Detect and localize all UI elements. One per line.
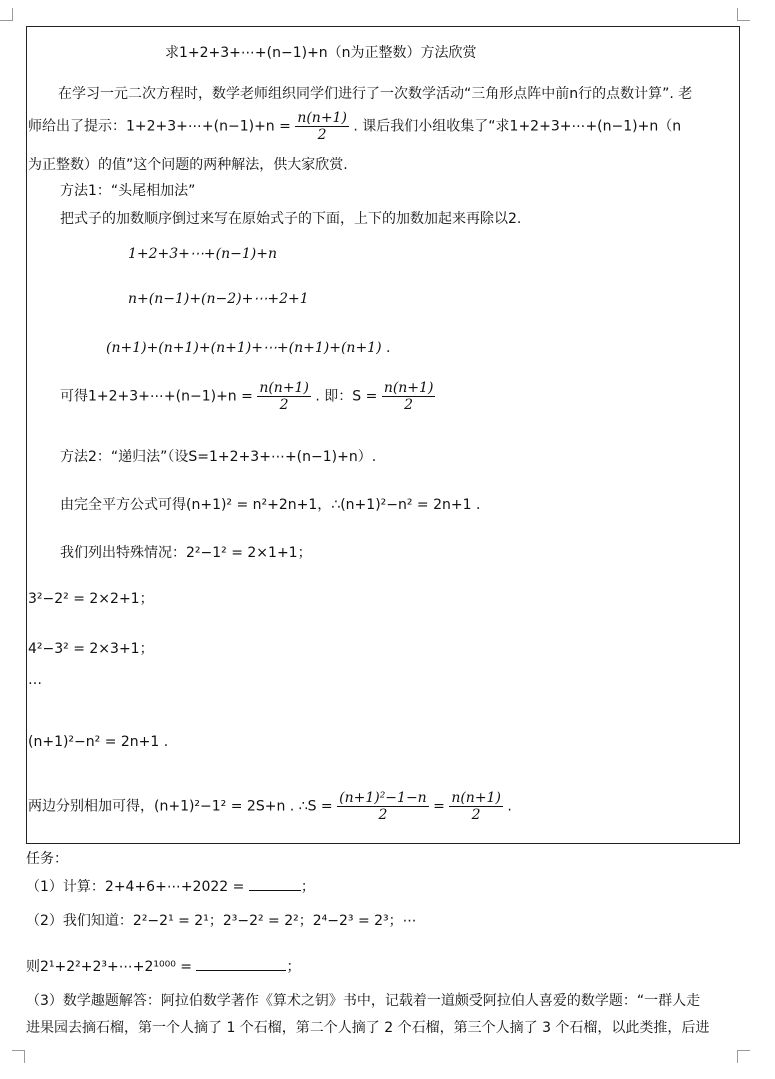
intro-line-2-continuation: . 课后我们小组收集了“求1+2+3+⋯+(n−1)+n（n bbox=[353, 118, 682, 135]
task-question-2: （2）我们知道：2²−2¹ = 2¹；2³−2² = 2²；2⁴−2³ = 2³；⋯ bbox=[26, 913, 417, 929]
method1-result-s-text: . 即：S = bbox=[315, 388, 378, 405]
method2-sum bbox=[28, 790, 512, 823]
method2-sum-equals: = bbox=[433, 798, 445, 815]
task-heading: 任务： bbox=[26, 851, 68, 867]
corner-mark-bottom-left bbox=[12, 1050, 25, 1063]
method2-heading: 方法2：“递归法”（设S=1+2+3+⋯+(n−1)+n）. bbox=[60, 449, 377, 465]
corner-mark-top-right bbox=[737, 8, 750, 21]
method1-result-fraction-denominator: 2 bbox=[279, 397, 289, 413]
task-question-1-answer-blank[interactable] bbox=[249, 890, 301, 891]
method2-line-4: 4²−3² = 2×3+1； bbox=[28, 641, 154, 657]
corner-mark-bottom-right bbox=[737, 1050, 750, 1063]
content-frame bbox=[26, 26, 740, 844]
method1-result-fraction bbox=[257, 380, 311, 413]
method2-line-3: 3²−2² = 2×2+1； bbox=[28, 591, 154, 607]
method2-line-2: 我们列出特殊情况：2²−1² = 2×1+1； bbox=[60, 545, 312, 561]
method2-sum-period: . bbox=[507, 798, 512, 815]
method1-equation-3: (n+1)+(n+1)+(n+1)+⋯+(n+1)+(n+1) . bbox=[106, 340, 391, 356]
method1-s-fraction-denominator: 2 bbox=[404, 397, 414, 413]
method1-result-fraction-numerator: n(n+1) bbox=[259, 380, 309, 396]
method2-sum-fraction-1 bbox=[337, 790, 429, 823]
corner-mark-top-left bbox=[0, 8, 13, 21]
method1-equation-1: 1+2+3+⋯+(n−1)+n bbox=[128, 246, 277, 262]
task-question-3-line-2: 进果园去摘石榴，第一个人摘了 1 个石榴，第二个人摘了 2 个石榴，第三个人摘了 3 个石榴，以此类推，后进 bbox=[26, 1020, 710, 1036]
task-question-2b bbox=[26, 956, 300, 976]
intro-fraction-denominator: 2 bbox=[317, 127, 327, 143]
intro-line-2-text: 师给出了提示：1+2+3+⋯+(n−1)+n = bbox=[28, 118, 291, 135]
task-question-1 bbox=[26, 876, 315, 896]
method2-sum-fraction-2-denominator: 2 bbox=[471, 807, 481, 823]
method2-ellipsis: … bbox=[28, 672, 42, 688]
task-question-2b-end: ； bbox=[286, 959, 301, 975]
intro-fraction bbox=[295, 110, 349, 143]
method2-line-1: 由完全平方公式可得(n+1)² = n²+2n+1，∴(n+1)²−n² = 2n+1 . bbox=[60, 497, 481, 513]
method1-result bbox=[60, 380, 435, 413]
intro-fraction-numerator: n(n+1) bbox=[297, 110, 347, 126]
method2-sum-text: 两边分别相加可得，(n+1)²−1² = 2S+n . ∴S = bbox=[28, 798, 333, 815]
task-question-3-line-1: （3）数学趣题解答：阿拉伯数学著作《算术之钥》书中，记载着一道颇受阿拉伯人喜爱的数学题：“一群人走 bbox=[26, 993, 701, 1009]
method1-heading: 方法1：“头尾相加法” bbox=[60, 183, 196, 199]
method2-sum-fraction-2-numerator: n(n+1) bbox=[451, 790, 501, 806]
method2-sum-fraction-1-denominator: 2 bbox=[378, 807, 388, 823]
method1-equation-2: n+(n−1)+(n−2)+⋯+2+1 bbox=[128, 291, 309, 307]
task-question-1-text: （1）计算：2+4+6+⋯+2022 = bbox=[26, 879, 245, 895]
method1-s-fraction-numerator: n(n+1) bbox=[383, 380, 434, 396]
method1-description: 把式子的加数顺序倒过来写在原始式子的下面，上下的加数加起来再除以2. bbox=[60, 211, 522, 227]
intro-line-2 bbox=[28, 110, 681, 143]
method1-s-fraction bbox=[382, 380, 436, 413]
intro-line-3: 为正整数）的值”这个问题的两种解法，供大家欣赏. bbox=[28, 157, 348, 173]
method2-line-5: (n+1)²−n² = 2n+1 . bbox=[28, 734, 169, 750]
task-question-1-end: ； bbox=[300, 879, 315, 895]
method2-sum-fraction-2 bbox=[449, 790, 503, 823]
document-title: 求1+2+3+⋯+(n−1)+n（n为正整数）方法欣赏 bbox=[165, 45, 477, 61]
method2-sum-fraction-1-numerator: (n+1)²−1−n bbox=[339, 790, 427, 806]
task-question-2b-text: 则2¹+2²+2³+⋯+2¹⁰⁰⁰ = bbox=[26, 959, 193, 975]
method1-result-text: 可得1+2+3+⋯+(n−1)+n = bbox=[60, 388, 253, 405]
intro-line-1: 在学习一元二次方程时，数学老师组织同学们进行了一次数学活动“三角形点阵中前n行的点数计算”. 老 bbox=[58, 86, 693, 102]
task-question-2-answer-blank[interactable] bbox=[196, 970, 286, 971]
